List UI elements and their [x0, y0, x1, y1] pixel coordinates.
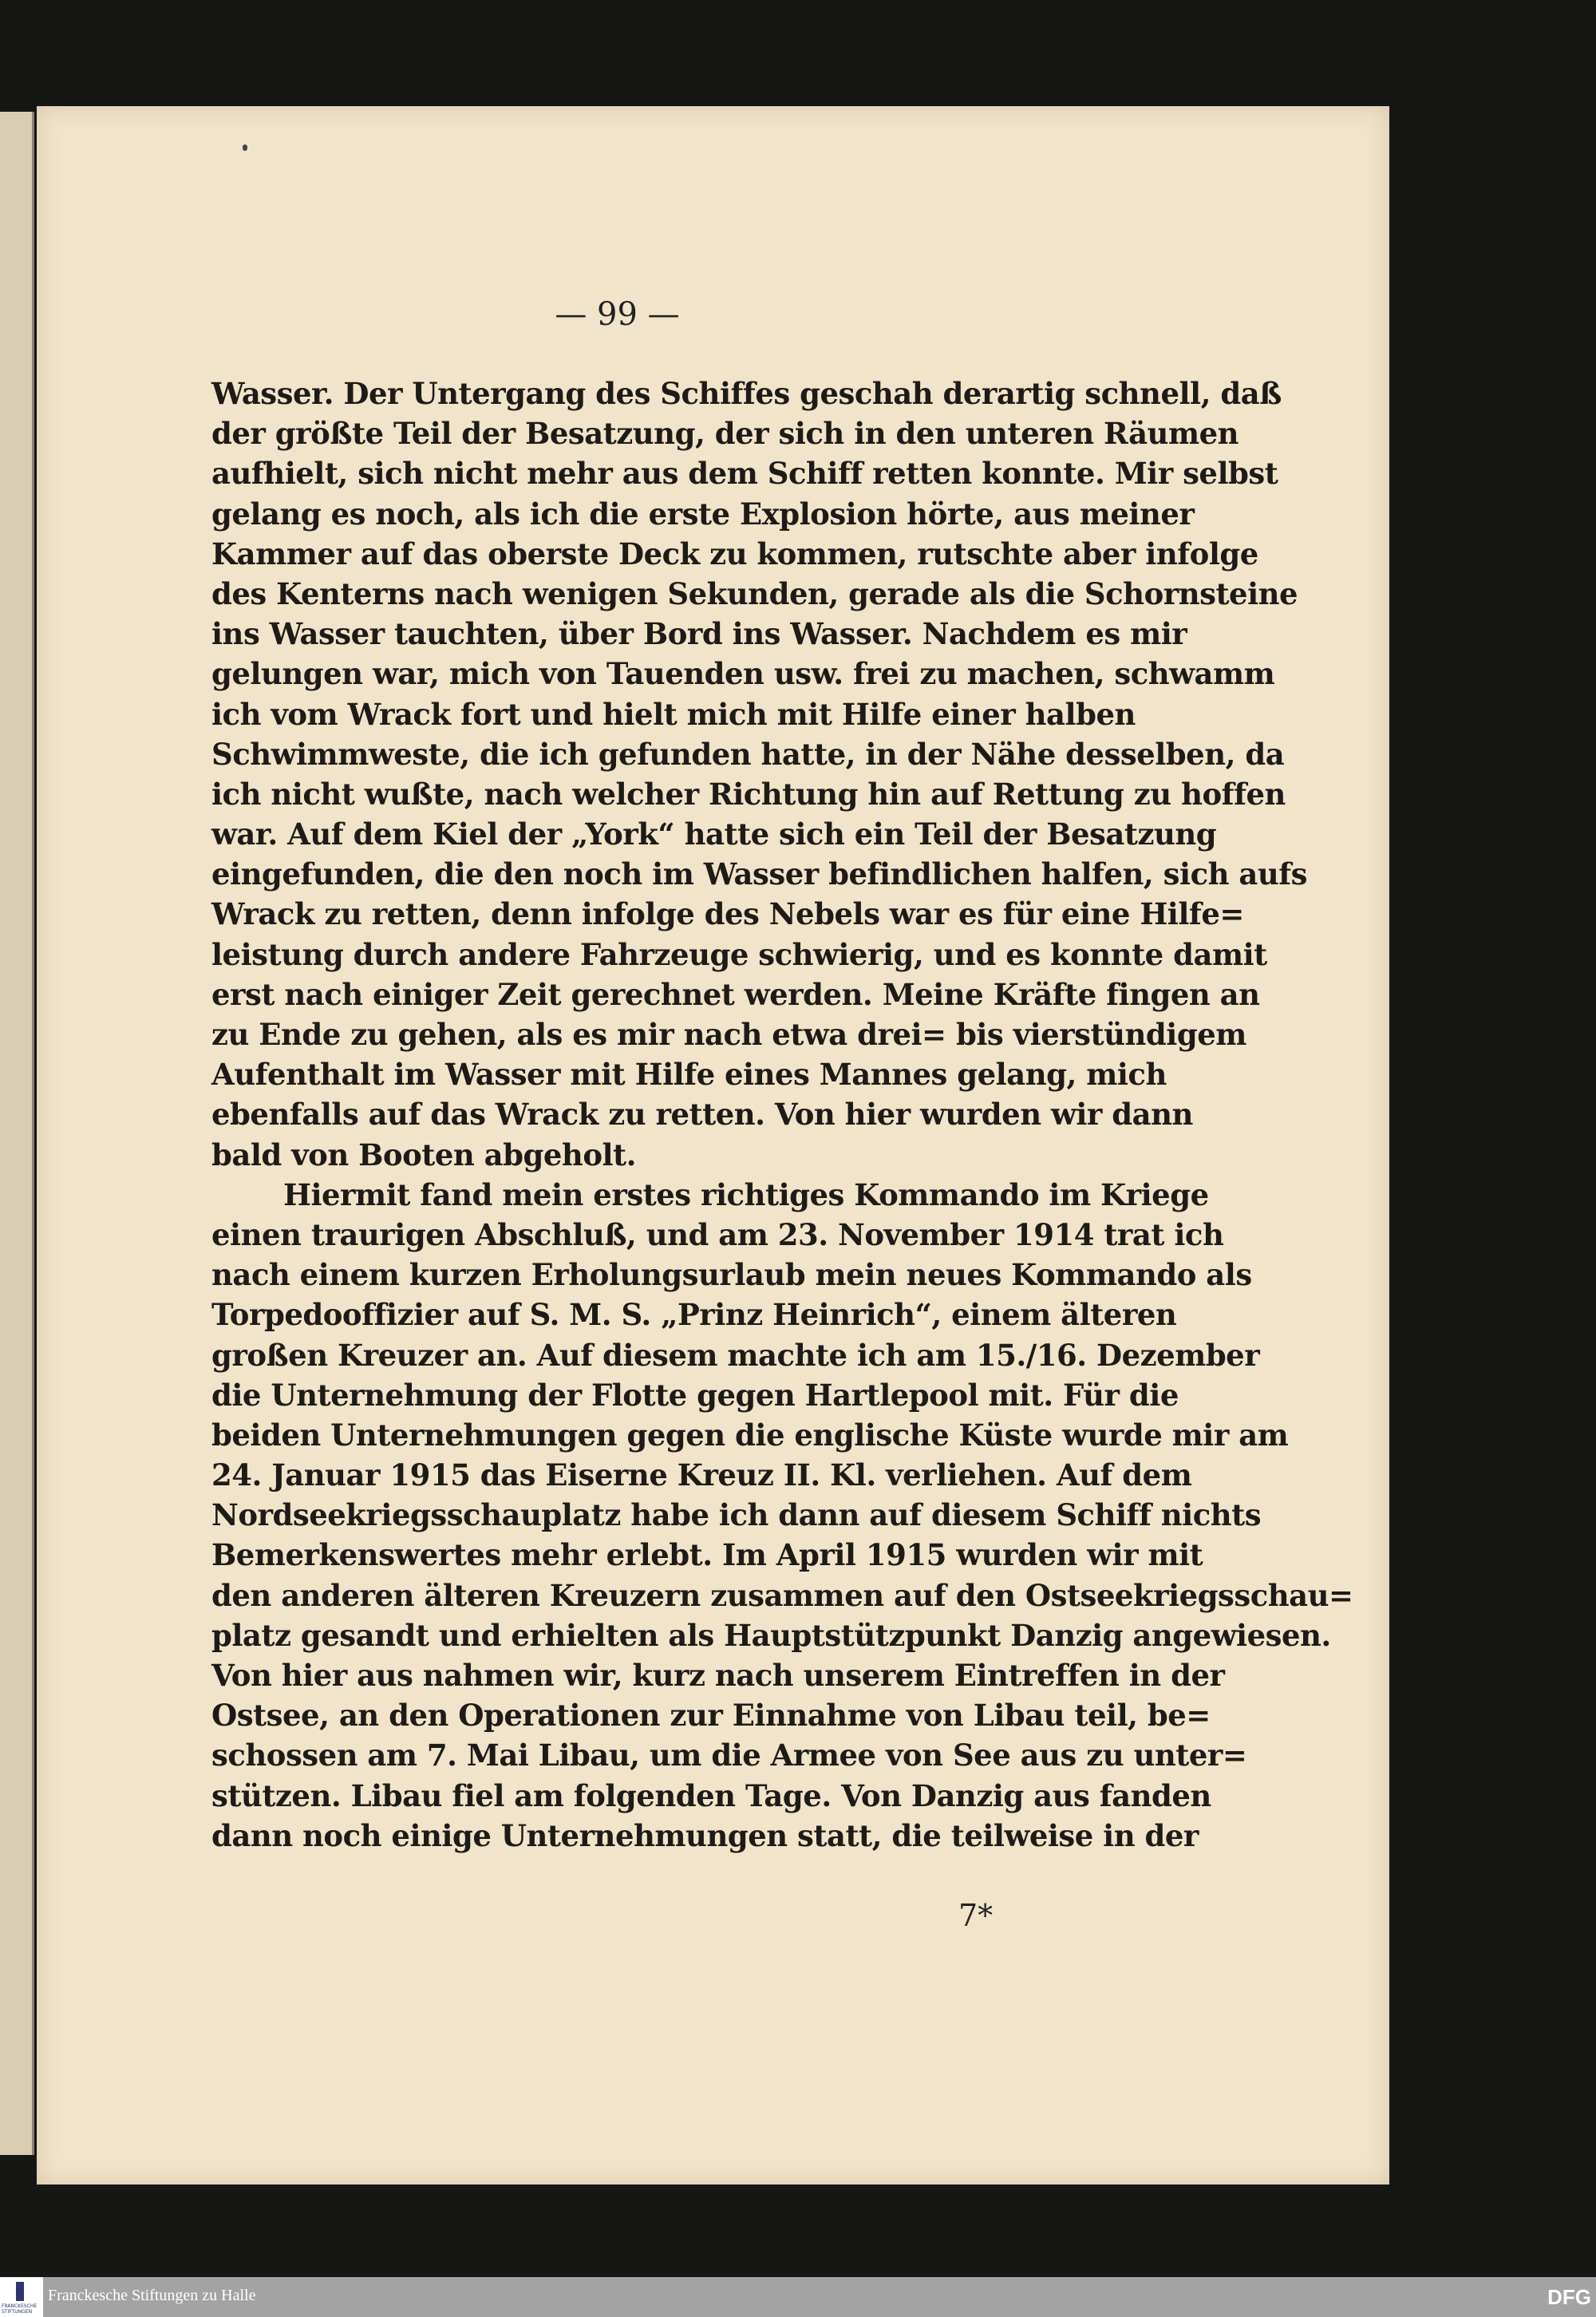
- signature-mark: 7*: [958, 1898, 994, 1933]
- text-line: der größte Teil der Besatzung, der sich in den unteren Räumen: [211, 416, 1239, 452]
- text-line: beiden Unternehmungen gegen die englische Küste wurde mir am: [211, 1417, 1289, 1453]
- text-line: schossen am 7. Mai Libau, um die Armee von See aus zu unter=: [211, 1738, 1247, 1773]
- logo-figure-icon: [16, 2282, 24, 2301]
- text-line: Schwimmweste, die ich gefunden hatte, in der Nähe desselben, da: [211, 736, 1285, 772]
- text-line: zu Ende zu gehen, als es mir nach etwa drei= bis vierstündigem: [211, 1017, 1246, 1052]
- text-line: des Kenterns nach wenigen Sekunden, gerade als die Schornsteine: [211, 575, 1298, 611]
- page-number: — 99 —: [555, 296, 680, 333]
- logo-text: FRANCKESCHE STIFTUNGEN: [2, 2303, 38, 2315]
- text-line: ebenfalls auf das Wrack zu retten. Von hier wurden wir dann: [211, 1097, 1193, 1133]
- text-line: aufhielt, sich nicht mehr aus dem Schiff retten konnte. Mir selbst: [211, 456, 1278, 492]
- text-line: ins Wasser tauchten, über Bord ins Wasser. Nachdem es mir: [211, 616, 1187, 652]
- text-line: war. Auf dem Kiel der „York“ hatte sich ein Teil der Besatzung: [211, 816, 1217, 852]
- text-line: Nordseekriegsschauplatz habe ich dann auf diesem Schiff nichts: [211, 1497, 1262, 1533]
- text-line: nach einem kurzen Erholungsurlaub mein neues Kommando als: [211, 1257, 1252, 1293]
- dfg-logo[interactable]: DFG: [1547, 2285, 1591, 2309]
- text-line: erst nach einiger Zeit gerechnet werden. Meine Kräfte fingen an: [211, 976, 1260, 1012]
- text-line: Von hier aus nahmen wir, kurz nach unserem Eintreffen in der: [211, 1658, 1225, 1693]
- text-line: 24. Januar 1915 das Eiserne Kreuz II. Kl. verliehen. Auf dem: [211, 1457, 1192, 1493]
- institution-logo[interactable]: [0, 2277, 43, 2317]
- viewer-footer: [0, 2277, 1596, 2317]
- text-line: Wrack zu retten, denn infolge des Nebels war es für eine Hilfe=: [211, 896, 1244, 932]
- text-line: bald von Booten abgeholt.: [211, 1137, 637, 1172]
- text-line: Torpedooffizier auf S. M. S. „Prinz Heinrich“, einem älteren: [211, 1297, 1177, 1333]
- text-line: gelungen war, mich von Tauenden usw. frei zu machen, schwamm: [211, 656, 1275, 692]
- book-page: [37, 106, 1389, 2185]
- text-line: Hiermit fand mein erstes richtiges Kommando im Kriege: [283, 1176, 1209, 1212]
- ink-speck: [243, 144, 247, 151]
- text-line: Wasser. Der Untergang des Schiffes geschah derartig schnell, daß: [211, 376, 1282, 411]
- text-line: Ostsee, an den Operationen zur Einnahme von Libau teil, be=: [211, 1698, 1211, 1734]
- text-line: dann noch einige Unternehmungen statt, die teilweise in der: [211, 1817, 1199, 1853]
- text-line: platz gesandt und erhielten als Hauptstützpunkt Danzig angewiesen.: [211, 1617, 1331, 1653]
- text-line: den anderen älteren Kreuzern zusammen auf den Ostseekriegsschau=: [211, 1577, 1353, 1613]
- text-line: großen Kreuzer an. Auf diesem machte ich am 15./16. Dezember: [211, 1337, 1260, 1373]
- text-line: Aufenthalt im Wasser mit Hilfe eines Mannes gelang, mich: [211, 1057, 1167, 1093]
- text-line: die Unternehmung der Flotte gegen Hartlepool mit. Für die: [211, 1377, 1179, 1413]
- body-text: [211, 374, 1353, 1856]
- text-line: Bemerkenswertes mehr erlebt. Im April 1915 wurden wir mit: [211, 1537, 1203, 1573]
- text-line: Kammer auf das oberste Deck zu kommen, rutschte aber infolge: [211, 536, 1258, 571]
- text-line: eingefunden, die den noch im Wasser befindlichen halfen, sich aufs: [211, 856, 1307, 892]
- text-line: leistung durch andere Fahrzeuge schwierig, und es konnte damit: [211, 936, 1267, 972]
- left-page-edge: [0, 112, 34, 2155]
- text-line: ich vom Wrack fort und hielt mich mit Hilfe einer halben: [211, 696, 1136, 732]
- text-line: einen traurigen Abschluß, und am 23. November 1914 trat ich: [211, 1216, 1224, 1252]
- text-line: gelang es noch, als ich die erste Explosion hörte, aus meiner: [211, 496, 1195, 532]
- text-line: ich nicht wußte, nach welcher Richtung hin auf Rettung zu hoffen: [211, 776, 1286, 812]
- text-line: stützen. Libau fiel am folgenden Tage. Von Danzig aus fanden: [211, 1777, 1211, 1813]
- institution-name[interactable]: Franckesche Stiftungen zu Halle: [48, 2287, 256, 2304]
